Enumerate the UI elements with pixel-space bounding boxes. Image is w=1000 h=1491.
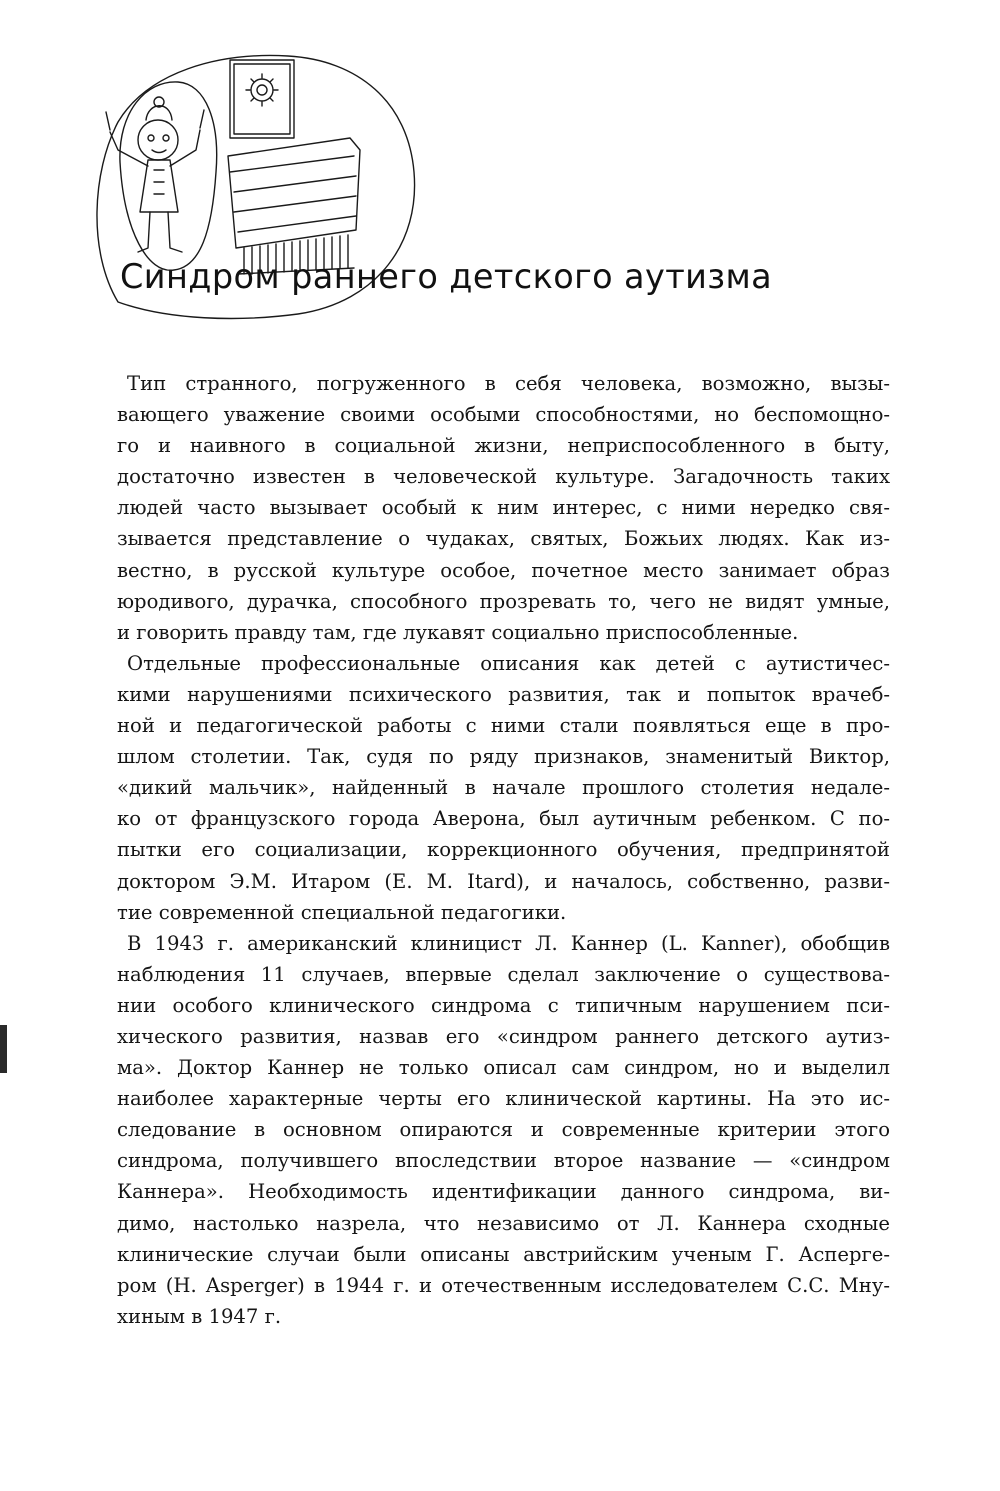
text-line: следование в основном опираются и современные критерии этого (117, 1118, 890, 1142)
text-line: ной и педагогической работы с ними стали появляться еще в про- (117, 714, 890, 738)
text-line: Отдельные профессиональные описания как детей с аутистичес- (127, 651, 890, 675)
text-line: зывается представление о чудаках, святых, Божьих людях. Как из- (117, 527, 890, 551)
text-line: наблюдения 11 случаев, впервые сделал заключение о существова- (117, 962, 890, 986)
text-line: достаточно известен в человеческой культуре. Загадочность таких (117, 465, 890, 489)
text-line: пытки его социализации, коррекционного обучения, предпринятой (117, 838, 890, 862)
text-line: хического развития, назвав его «синдром раннего детского аутиз- (117, 1024, 890, 1048)
text-line: тие современной специальной педагогики. (117, 900, 567, 924)
text-line: вающего уважение своими особыми способностями, но беспомощно- (117, 403, 890, 427)
text-line: синдрома, получившего впоследствии второе название — «синдром (117, 1149, 890, 1173)
text-line: шлом столетии. Так, судя по ряду признаков, знаменитый Виктор, (117, 745, 890, 769)
text-line: ма». Доктор Каннер не только описал сам синдром, но и выделил (117, 1056, 890, 1080)
text-line: и говорить правду там, где лукавят социально приспособленные. (117, 620, 799, 644)
text-line: хиным в 1947 г. (117, 1304, 282, 1328)
text-line: вестно, в русской культуре особое, почетное место занимает образ (117, 558, 890, 582)
text-line: ко от французского города Аверона, был аутичным ребенком. С по- (117, 807, 890, 831)
text-line: кими нарушениями психического развития, так и попыток врачеб- (117, 682, 890, 706)
text-line: го и наивного в социальной жизни, неприспособленного в быту, (117, 434, 890, 458)
paragraph-1 (117, 368, 890, 648)
text-line: Тип странного, погруженного в себя человека, возможно, вызы- (127, 372, 890, 395)
body-text (117, 368, 890, 1332)
text-line: людей часто вызывает особый к ним интерес, с ними нередко свя- (117, 496, 890, 520)
text-line: Каннера». Необходимость идентификации данного синдрома, ви- (117, 1180, 890, 1204)
text-line: ром (H. Asperger) в 1944 г. и отечественным исследователем С.С. Мну- (117, 1273, 890, 1297)
text-line: наиболее характерные черты его клинической картины. На это ис- (117, 1087, 890, 1111)
paragraph-2 (117, 648, 890, 928)
text-line: доктором Э.М. Итаром (E. M. Itard), и началось, собственно, разви- (117, 869, 890, 893)
page-title: Синдром раннего детского аутизма (120, 257, 773, 296)
text-line: клинические случаи были описаны австрийским ученым Г. Асперге- (117, 1242, 890, 1266)
text-line: юродивого, дурачка, способного прозревать то, чего не видят умные, (117, 589, 890, 613)
text-line: «дикий мальчик», найденный в начале прошлого столетия недале- (117, 776, 890, 800)
text-line: В 1943 г. американский клиницист Л. Каннер (L. Kanner), обобщив (127, 931, 890, 955)
page-edge-mark (0, 1025, 7, 1073)
paragraph-3 (117, 928, 890, 1332)
text-line: димо, настолько назрела, что независимо от Л. Каннера сходные (117, 1211, 890, 1235)
text-line: нии особого клинического синдрома с типичным нарушением пси- (117, 993, 890, 1017)
